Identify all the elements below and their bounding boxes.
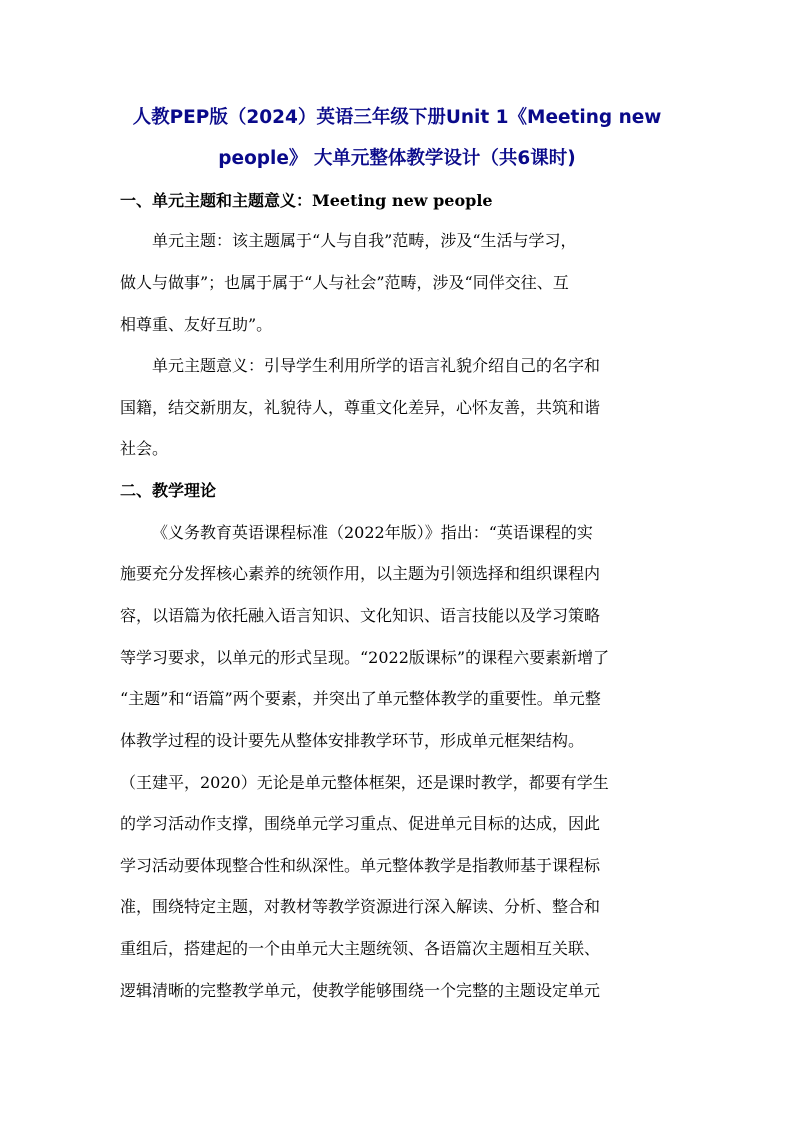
document-title-line-1: 人教PEP版（2024）英语三年级下册Unit 1《Meeting new xyxy=(132,107,662,128)
section-2-para-line: 《义务教育英语课程标准（2022年版）》指出：“英语课程的实 xyxy=(152,523,593,542)
section-2-para-line: 体教学过程的设计要先从整体安排教学环节，形成单元框架结构。 xyxy=(120,731,585,750)
section-1-para-2-line: 单元主题意义：引导学生利用所学的语言礼貌介绍自己的名字和 xyxy=(152,356,601,375)
section-2-para-line: 等学习要求，以单元的形式呈现。“2022版课标”的课程六要素新增了 xyxy=(120,648,610,667)
section-2-para-line: 重组后，搭建起的一个由单元大主题统领、各语篇次主题相互关联、 xyxy=(120,939,601,958)
section-1-heading: 一、单元主题和主题意义：Meeting new people xyxy=(120,191,493,210)
section-2-heading: 二、教学理论 xyxy=(120,481,217,500)
section-2-para-line: 的学习活动作支撑，围绕单元学习重点、促进单元目标的达成，因此 xyxy=(120,814,601,833)
section-1-para-1-line: 做人与做事”；也属于属于“人与社会”范畴，涉及“同伴交往、互 xyxy=(120,273,569,292)
section-2-para-line: 逻辑清晰的完整教学单元，使教学能够围绕一个完整的主题设定单元 xyxy=(120,981,601,1000)
section-2-para-line: 施要充分发挥核心素养的统领作用，以主题为引领选择和组织课程内 xyxy=(120,564,601,583)
section-1-para-2-line: 社会。 xyxy=(120,439,169,458)
section-2-para-line: “主题”和“语篇”两个要素，并突出了单元整体教学的重要性。单元整 xyxy=(120,689,601,708)
section-2-para-line: 准，围绕特定主题，对教材等教学资源进行深入解读、分析、整合和 xyxy=(120,897,601,916)
section-2-para-line: （王建平，2020）无论是单元整体框架，还是课时教学，都要有学生 xyxy=(120,773,609,792)
section-1-para-1-line: 单元主题：该主题属于“人与自我”范畴，涉及“生活与学习， xyxy=(152,231,577,250)
document-title-line-2: people》 大单元整体教学设计（共6课时) xyxy=(218,148,576,169)
section-2-para-line: 学习活动要体现整合性和纵深性。单元整体教学是指教师基于课程标 xyxy=(120,856,601,875)
section-1-para-1-line: 相尊重、友好互助”。 xyxy=(120,315,273,334)
section-1-para-2-line: 国籍，结交新朋友，礼貌待人，尊重文化差异，心怀友善，共筑和谐 xyxy=(120,398,601,417)
section-2-para-line: 容，以语篇为依托融入语言知识、文化知识、语言技能以及学习策略 xyxy=(120,606,601,625)
